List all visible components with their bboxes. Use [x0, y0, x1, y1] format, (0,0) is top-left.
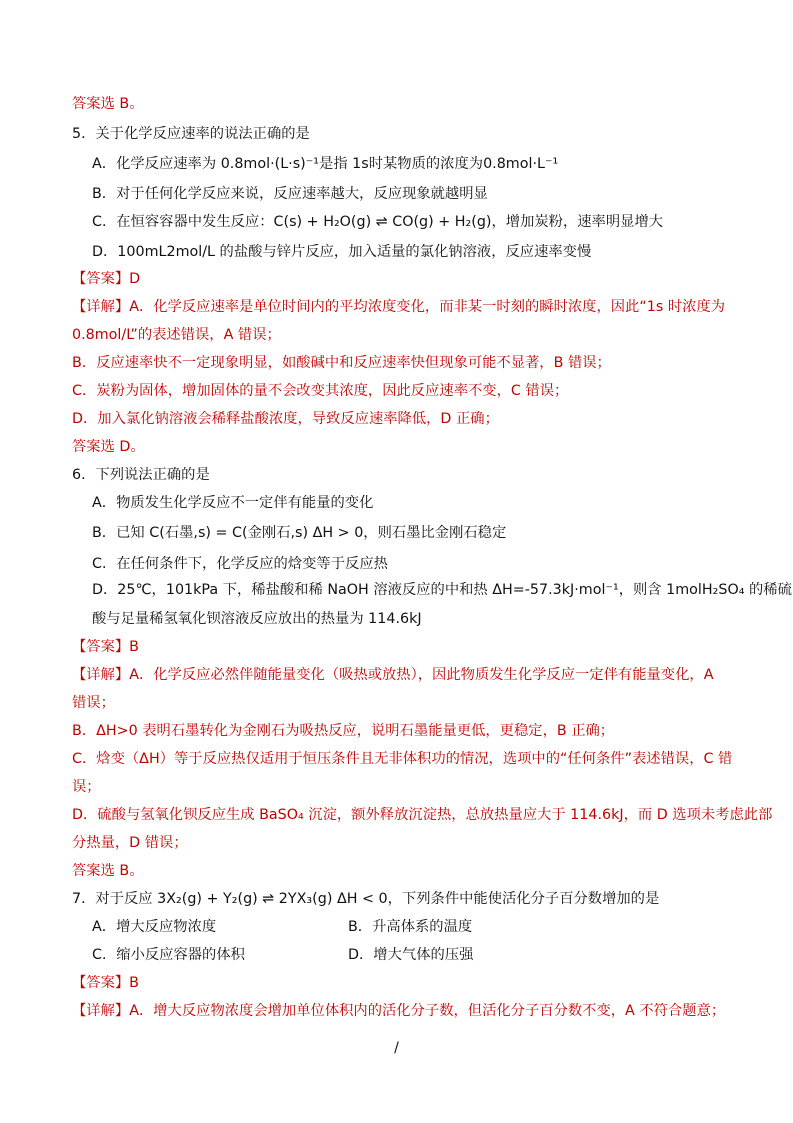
q7-option-d: D．增大气体的压强 — [348, 947, 474, 963]
explanation-line: 0.8mol/L”的表述错误，A 错误； — [72, 327, 281, 343]
q7-option-b: B．升高体系的温度 — [348, 919, 473, 935]
explanation-line: C．焓变（ΔH）等于反应热仅适用于恒压条件且无非体积功的情况，选项中的“任何条件”表述错误，C 错 — [72, 751, 733, 767]
q7-option-a: A．增大反应物浓度 — [92, 919, 217, 935]
explanation-line: 误； — [72, 779, 101, 795]
explanation-line: 分热量，D 错误； — [72, 835, 188, 851]
question-5: 5．关于化学反应速率的说法正确的是 — [72, 126, 310, 142]
q5-option-d: D．100mL2mol/L 的盐酸与锌片反应，加入适量的氯化钠溶液，反应速率变慢 — [92, 244, 592, 260]
answer-tag: 【答案】B — [72, 975, 139, 991]
answer-line: 答案选 D。 — [72, 439, 145, 455]
q6-option-c: C．在任何条件下，化学反应的焓变等于反应热 — [92, 556, 388, 572]
q6-option-b: B．已知 C(石墨,s) = C(金刚石,s) ΔH > 0，则石墨比金刚石稳定 — [92, 525, 507, 541]
q5-option-a: A．化学反应速率为 0.8mol·(L·s)⁻¹是指 1s时某物质的浓度为0.8mol·L⁻¹ — [92, 156, 559, 172]
explanation-text: A．化学反应必然伴随能量变化（吸热或放热），因此物质发生化学反应一定伴有能量变化，A — [129, 667, 714, 683]
answer-tag: 【答案】B — [72, 639, 139, 655]
explanation-tag: 【详解】 — [72, 299, 130, 315]
explanation-tag: 【详解】 — [72, 1003, 130, 1019]
q7-options-row2 — [92, 945, 733, 965]
question-7: 7．对于反应 3X₂(g) + Y₂(g) ⇌ 2YX₃(g) ΔH < 0，下列条件中能使活化分子百分数增加的是 — [72, 891, 660, 907]
explanation-tag: 【详解】 — [72, 667, 130, 683]
explanation-line — [72, 297, 733, 317]
explanation-line: B．ΔH>0 表明石墨转化为金刚石为吸热反应，说明石墨能量更低，更稳定，B 正确； — [72, 723, 615, 739]
explanation-line: C．炭粉为固体，增加固体的量不会改变其浓度，因此反应速率不变，C 错误； — [72, 383, 569, 399]
q5-option-c: C．在恒容容器中发生反应：C(s) + H₂O(g) ⇌ CO(g) + H₂(g)，增加炭粉，速率明显增大 — [92, 214, 664, 230]
explanation-line — [72, 665, 733, 685]
q7-option-c: C．缩小反应容器的体积 — [92, 947, 245, 963]
explanation-line: 错误； — [72, 695, 115, 711]
explanation-line: D．硫酸与氢氧化钡反应生成 BaSO₄ 沉淀，额外释放沉淀热，总放热量应大于 114.6kJ，而 D 选项未考虑此部 — [72, 807, 773, 823]
q6-option-a: A．物质发生化学反应不一定伴有能量的变化 — [92, 495, 374, 511]
page-footer: / — [394, 1040, 399, 1056]
answer-line: 答案选 B。 — [72, 863, 144, 879]
answer-line: 答案选 B。 — [72, 96, 144, 112]
q5-option-b: B．对于任何化学反应来说，反应速率越大，反应现象就越明显 — [92, 186, 488, 202]
explanation-line: D．加入氯化钠溶液会稀释盐酸浓度，导致反应速率降低，D 正确； — [72, 411, 499, 427]
explanation-line — [72, 1001, 733, 1021]
explanation-line: B．反应速率快不一定现象明显，如酸碱中和反应速率快但现象可能不显著，B 错误； — [72, 355, 611, 371]
explanation-text: A．增大反应物浓度会增加单位体积内的活化分子数，但活化分子百分数不变，A 不符合题意； — [129, 1003, 726, 1019]
question-6: 6．下列说法正确的是 — [72, 467, 210, 483]
q6-option-d-cont: 酸与足量稀氢氧化钡溶液反应放出的热量为 114.6kJ — [92, 611, 422, 627]
explanation-text: A．化学反应速率是单位时间内的平均浓度变化，而非某一时刻的瞬时浓度，因此“1s 时浓度为 — [129, 299, 726, 315]
q6-option-d: D．25℃，101kPa 下，稀盐酸和稀 NaOH 溶液反应的中和热 ΔH=-57.3kJ·mol⁻¹，则含 1molH₂SO₄ 的稀硫 — [92, 582, 792, 598]
answer-tag: 【答案】D — [72, 271, 141, 287]
q7-options-row1 — [92, 917, 733, 937]
